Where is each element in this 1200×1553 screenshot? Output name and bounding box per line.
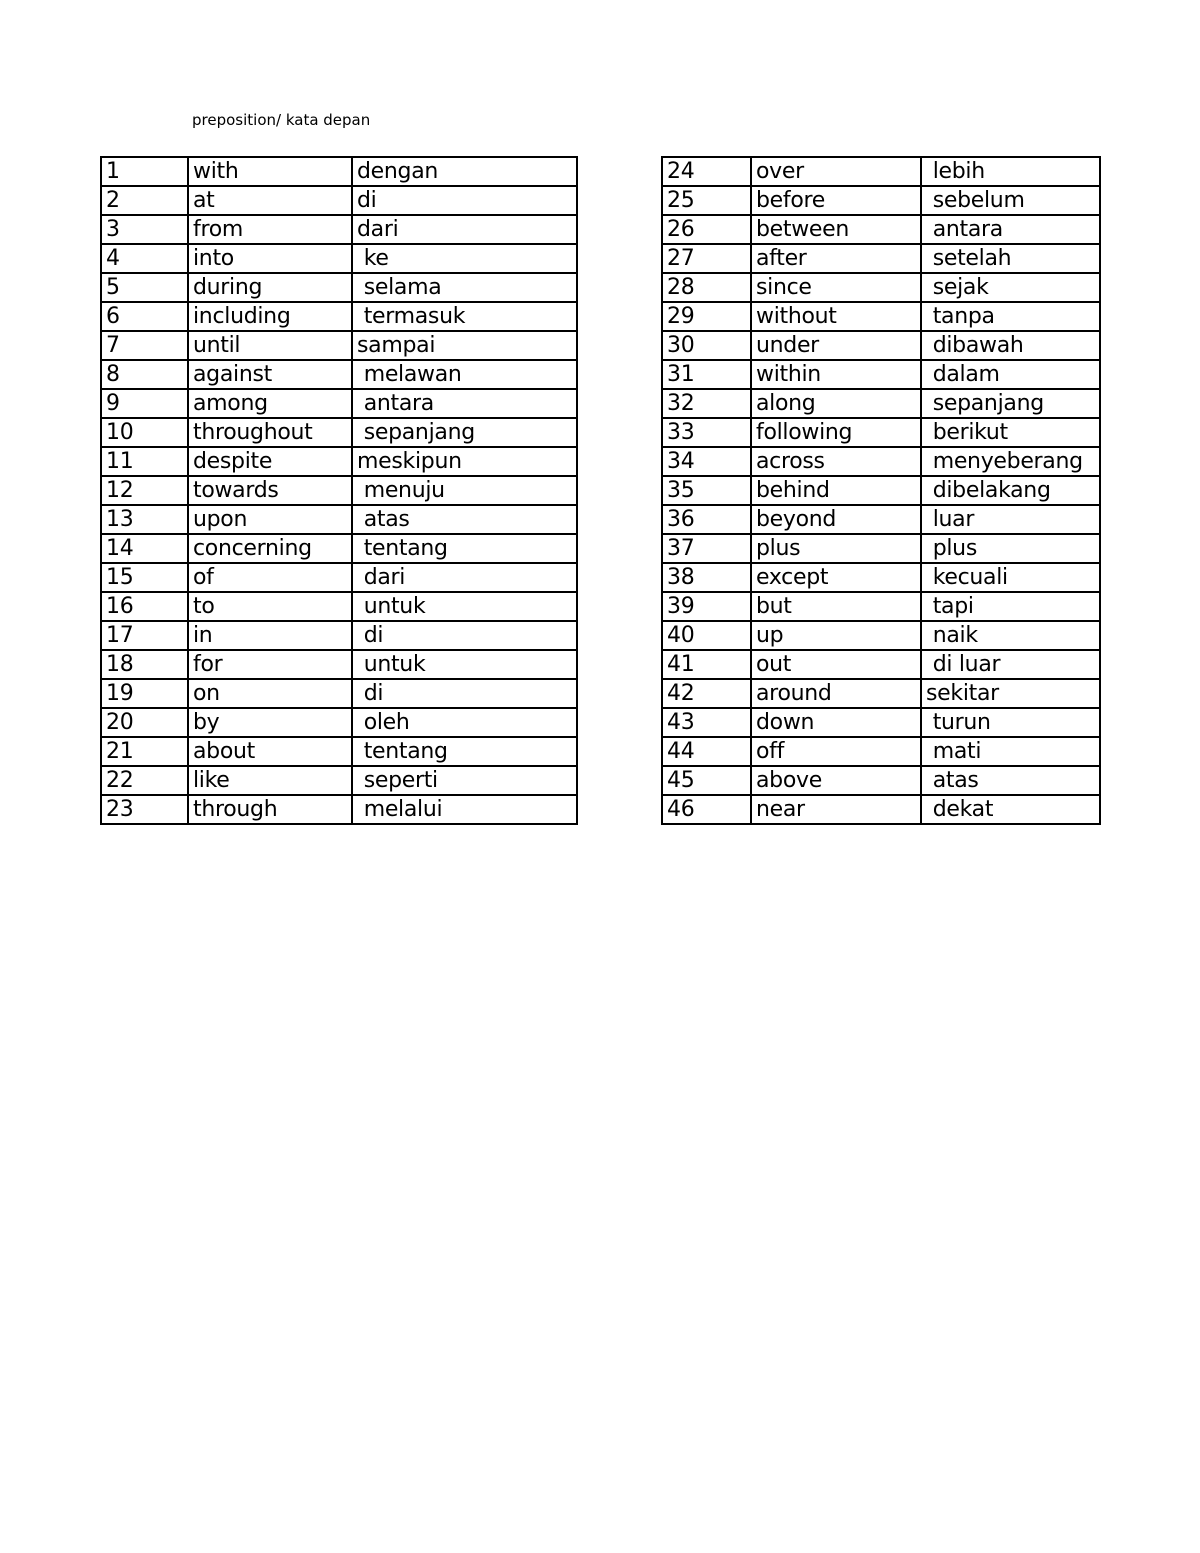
row-number: 2: [101, 186, 188, 215]
english-word: about: [188, 737, 352, 766]
english-word: for: [188, 650, 352, 679]
table-row: [101, 331, 577, 360]
row-number: 28: [662, 273, 751, 302]
table-row: [101, 621, 577, 650]
indonesian-word: untuk: [352, 650, 577, 679]
row-number: 34: [662, 447, 751, 476]
indonesian-word: selama: [352, 273, 577, 302]
indonesian-word: atas: [352, 505, 577, 534]
row-number: 15: [101, 563, 188, 592]
table-row: [662, 215, 1100, 244]
indonesian-word: sejak: [921, 273, 1100, 302]
table-row: [662, 592, 1100, 621]
indonesian-word: di: [352, 621, 577, 650]
indonesian-word: seperti: [352, 766, 577, 795]
english-word: along: [751, 389, 921, 418]
row-number: 40: [662, 621, 751, 650]
table-row: [101, 708, 577, 737]
table-row: [662, 244, 1100, 273]
indonesian-word: sepanjang: [921, 389, 1100, 418]
indonesian-word: dalam: [921, 360, 1100, 389]
table-row: [101, 360, 577, 389]
english-word: at: [188, 186, 352, 215]
table-row: [101, 418, 577, 447]
english-word: beyond: [751, 505, 921, 534]
row-number: 5: [101, 273, 188, 302]
indonesian-word: tapi: [921, 592, 1100, 621]
english-word: without: [751, 302, 921, 331]
english-word: off: [751, 737, 921, 766]
english-word: before: [751, 186, 921, 215]
table-row: [101, 476, 577, 505]
preposition-table-left: [100, 156, 578, 825]
indonesian-word: melawan: [352, 360, 577, 389]
english-word: around: [751, 679, 921, 708]
page-title: preposition/ kata depan: [192, 111, 371, 129]
row-number: 16: [101, 592, 188, 621]
preposition-table-right: [661, 156, 1101, 825]
row-number: 21: [101, 737, 188, 766]
row-number: 11: [101, 447, 188, 476]
indonesian-word: termasuk: [352, 302, 577, 331]
indonesian-word: di luar: [921, 650, 1100, 679]
row-number: 44: [662, 737, 751, 766]
table-row: [662, 273, 1100, 302]
table-body-right: [662, 157, 1100, 824]
english-word: by: [188, 708, 352, 737]
table-row: [101, 186, 577, 215]
english-word: on: [188, 679, 352, 708]
table-row: [101, 302, 577, 331]
row-number: 8: [101, 360, 188, 389]
table-row: [101, 505, 577, 534]
row-number: 1: [101, 157, 188, 186]
row-number: 25: [662, 186, 751, 215]
indonesian-word: tanpa: [921, 302, 1100, 331]
indonesian-word: lebih: [921, 157, 1100, 186]
indonesian-word: tentang: [352, 534, 577, 563]
english-word: near: [751, 795, 921, 824]
table-body-left: [101, 157, 577, 824]
indonesian-word: turun: [921, 708, 1100, 737]
row-number: 23: [101, 795, 188, 824]
row-number: 7: [101, 331, 188, 360]
english-word: with: [188, 157, 352, 186]
table-row: [662, 621, 1100, 650]
indonesian-word: sepanjang: [352, 418, 577, 447]
english-word: concerning: [188, 534, 352, 563]
english-word: within: [751, 360, 921, 389]
table-row: [662, 331, 1100, 360]
indonesian-word: di: [352, 679, 577, 708]
english-word: behind: [751, 476, 921, 505]
table-row: [101, 534, 577, 563]
table-row: [662, 534, 1100, 563]
row-number: 38: [662, 563, 751, 592]
indonesian-word: naik: [921, 621, 1100, 650]
english-word: through: [188, 795, 352, 824]
table-row: [101, 766, 577, 795]
indonesian-word: luar: [921, 505, 1100, 534]
indonesian-word: atas: [921, 766, 1100, 795]
english-word: into: [188, 244, 352, 273]
table-row: [101, 389, 577, 418]
english-word: down: [751, 708, 921, 737]
indonesian-word: meskipun: [352, 447, 577, 476]
row-number: 45: [662, 766, 751, 795]
table-row: [662, 563, 1100, 592]
english-word: above: [751, 766, 921, 795]
indonesian-word: menyeberang: [921, 447, 1100, 476]
english-word: plus: [751, 534, 921, 563]
row-number: 42: [662, 679, 751, 708]
english-word: among: [188, 389, 352, 418]
row-number: 20: [101, 708, 188, 737]
table-row: [101, 795, 577, 824]
indonesian-word: tentang: [352, 737, 577, 766]
english-word: after: [751, 244, 921, 273]
english-word: following: [751, 418, 921, 447]
english-word: since: [751, 273, 921, 302]
row-number: 18: [101, 650, 188, 679]
row-number: 14: [101, 534, 188, 563]
row-number: 4: [101, 244, 188, 273]
table-row: [101, 679, 577, 708]
table-row: [662, 302, 1100, 331]
row-number: 13: [101, 505, 188, 534]
row-number: 36: [662, 505, 751, 534]
table-row: [662, 360, 1100, 389]
indonesian-word: setelah: [921, 244, 1100, 273]
english-word: over: [751, 157, 921, 186]
row-number: 17: [101, 621, 188, 650]
indonesian-word: plus: [921, 534, 1100, 563]
english-word: but: [751, 592, 921, 621]
row-number: 10: [101, 418, 188, 447]
table-row: [662, 766, 1100, 795]
indonesian-word: ke: [352, 244, 577, 273]
table-row: [101, 244, 577, 273]
row-number: 39: [662, 592, 751, 621]
english-word: upon: [188, 505, 352, 534]
table-row: [662, 679, 1100, 708]
indonesian-word: berikut: [921, 418, 1100, 447]
row-number: 19: [101, 679, 188, 708]
row-number: 27: [662, 244, 751, 273]
indonesian-word: dari: [352, 215, 577, 244]
indonesian-word: sampai: [352, 331, 577, 360]
english-word: despite: [188, 447, 352, 476]
indonesian-word: di: [352, 186, 577, 215]
row-number: 43: [662, 708, 751, 737]
row-number: 37: [662, 534, 751, 563]
english-word: like: [188, 766, 352, 795]
table-row: [662, 186, 1100, 215]
english-word: to: [188, 592, 352, 621]
row-number: 24: [662, 157, 751, 186]
indonesian-word: dibelakang: [921, 476, 1100, 505]
english-word: in: [188, 621, 352, 650]
english-word: except: [751, 563, 921, 592]
indonesian-word: mati: [921, 737, 1100, 766]
table-row: [101, 447, 577, 476]
table-row: [662, 157, 1100, 186]
indonesian-word: untuk: [352, 592, 577, 621]
row-number: 31: [662, 360, 751, 389]
table-row: [101, 273, 577, 302]
indonesian-word: menuju: [352, 476, 577, 505]
row-number: 12: [101, 476, 188, 505]
table-row: [662, 476, 1100, 505]
row-number: 35: [662, 476, 751, 505]
indonesian-word: antara: [352, 389, 577, 418]
english-word: against: [188, 360, 352, 389]
row-number: 46: [662, 795, 751, 824]
indonesian-word: dari: [352, 563, 577, 592]
english-word: between: [751, 215, 921, 244]
table-row: [662, 389, 1100, 418]
indonesian-word: antara: [921, 215, 1100, 244]
table-row: [662, 418, 1100, 447]
table-row: [101, 157, 577, 186]
table-row: [101, 737, 577, 766]
indonesian-word: melalui: [352, 795, 577, 824]
english-word: during: [188, 273, 352, 302]
english-word: towards: [188, 476, 352, 505]
row-number: 22: [101, 766, 188, 795]
english-word: of: [188, 563, 352, 592]
english-word: under: [751, 331, 921, 360]
indonesian-word: oleh: [352, 708, 577, 737]
table-row: [662, 708, 1100, 737]
table-row: [662, 737, 1100, 766]
row-number: 32: [662, 389, 751, 418]
english-word: out: [751, 650, 921, 679]
row-number: 3: [101, 215, 188, 244]
english-word: from: [188, 215, 352, 244]
indonesian-word: sebelum: [921, 186, 1100, 215]
table-row: [662, 447, 1100, 476]
english-word: until: [188, 331, 352, 360]
row-number: 30: [662, 331, 751, 360]
row-number: 9: [101, 389, 188, 418]
indonesian-word: kecuali: [921, 563, 1100, 592]
row-number: 6: [101, 302, 188, 331]
table-row: [662, 650, 1100, 679]
table-row: [101, 592, 577, 621]
indonesian-word: sekitar: [921, 679, 1100, 708]
english-word: up: [751, 621, 921, 650]
row-number: 29: [662, 302, 751, 331]
english-word: including: [188, 302, 352, 331]
table-row: [662, 795, 1100, 824]
row-number: 41: [662, 650, 751, 679]
row-number: 33: [662, 418, 751, 447]
table-row: [662, 505, 1100, 534]
indonesian-word: dengan: [352, 157, 577, 186]
table-row: [101, 650, 577, 679]
english-word: throughout: [188, 418, 352, 447]
indonesian-word: dekat: [921, 795, 1100, 824]
row-number: 26: [662, 215, 751, 244]
indonesian-word: dibawah: [921, 331, 1100, 360]
table-row: [101, 215, 577, 244]
table-row: [101, 563, 577, 592]
english-word: across: [751, 447, 921, 476]
